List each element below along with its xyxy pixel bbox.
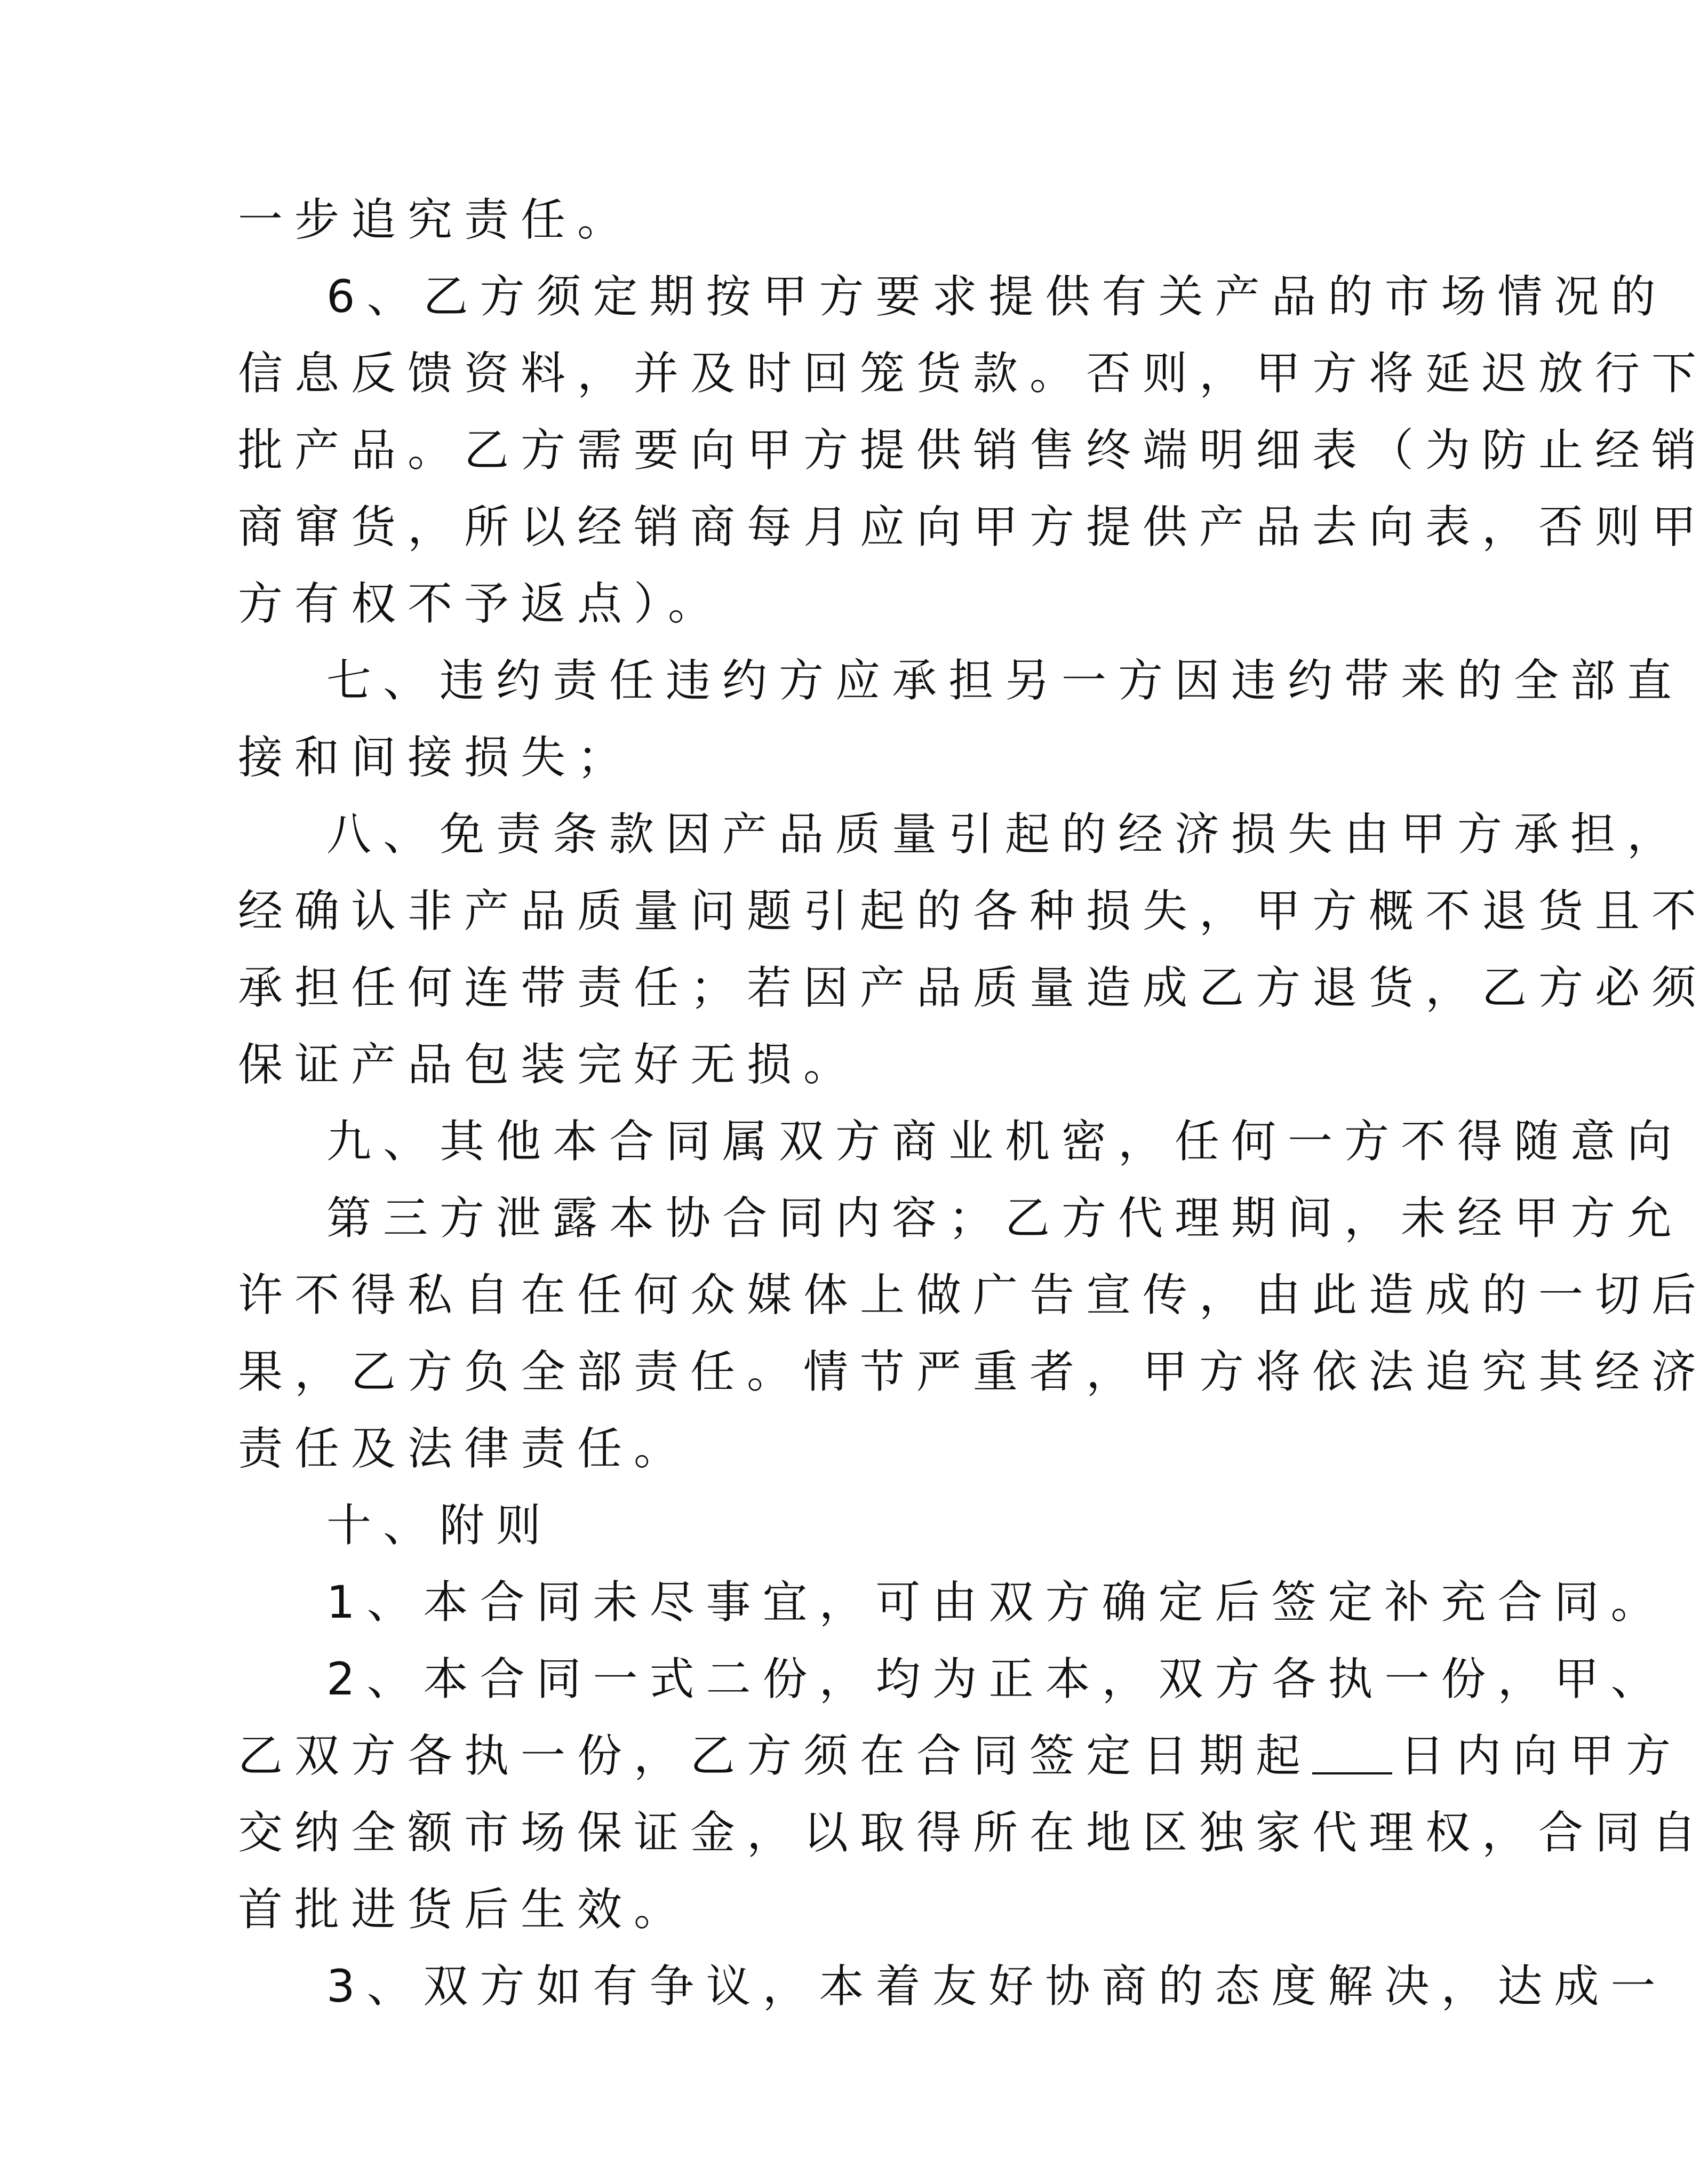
annex-item-2-line: 2、本合同一式二份，均为正本，双方各执一份，甲、 xyxy=(326,1653,1667,1705)
clause-10-heading: 十、附则 xyxy=(326,1499,553,1552)
clause-7-line: 七、违约责任违约方应承担另一方因违约带来的全部直 xyxy=(326,654,1684,707)
paragraph-line: 方有权不予返点）。 xyxy=(238,578,725,630)
fill-in-blank xyxy=(1312,1728,1392,1774)
clause-9-line: 九、其他本合同属双方商业机密，任何一方不得随意向 xyxy=(326,1115,1684,1168)
paragraph-line: 果，乙方负全部责任。情节严重者，甲方将依法追究其经济 xyxy=(238,1346,1708,1398)
paragraph-line: 承担任何连带责任；若因产品质量造成乙方退货，乙方必须 xyxy=(238,962,1708,1014)
paragraph-line: 信息反馈资料，并及时回笼货款。否则，甲方将延迟放行下 xyxy=(238,347,1708,399)
paragraph-line: 商窜货，所以经销商每月应向甲方提供产品去向表，否则甲 xyxy=(238,501,1708,553)
paragraph-line: 经确认非产品质量问题引起的各种损失，甲方概不退货且不 xyxy=(238,885,1708,937)
annex-item-3-line: 3、双方如有争议，本着友好协商的态度解决，达成一 xyxy=(326,1960,1667,2012)
paragraph-line: 批产品。乙方需要向甲方提供销售终端明细表（为防止经销 xyxy=(238,424,1708,476)
paragraph-line: 责任及法律责任。 xyxy=(238,1422,691,1475)
paragraph-line: 许不得私自在任何众媒体上做广告宣传，由此造成的一切后 xyxy=(238,1269,1708,1321)
paragraph-line: 交纳全额市场保证金，以取得所在地区独家代理权，合同自 xyxy=(238,1806,1708,1859)
document-body xyxy=(238,181,1708,2025)
clause-8-line: 八、免责条款因产品质量引起的经济损失由甲方承担， xyxy=(326,808,1684,860)
paragraph-line: 保证产品包装完好无损。 xyxy=(238,1038,860,1091)
clause-6-line: 6、乙方须定期按甲方要求提供有关产品的市场情况的 xyxy=(326,270,1667,323)
paragraph-line: 第三方泄露本协合同内容；乙方代理期间，未经甲方允 xyxy=(326,1192,1684,1244)
paragraph-text-segment: 日内向甲方 xyxy=(1400,1730,1683,1782)
paragraph-text-segment: 乙双方各执一份，乙方须在合同签定日期起 xyxy=(238,1730,1313,1782)
paragraph-line: 一步追究责任。 xyxy=(238,194,634,246)
annex-item-1-line: 1、本合同未尽事宜，可由双方确定后签定补充合同。 xyxy=(326,1576,1667,1628)
paragraph-line: 首批进货后生效。 xyxy=(238,1883,691,1936)
paragraph-line: 接和间接损失； xyxy=(238,731,634,783)
paragraph-line-with-blank xyxy=(238,1717,1683,1794)
